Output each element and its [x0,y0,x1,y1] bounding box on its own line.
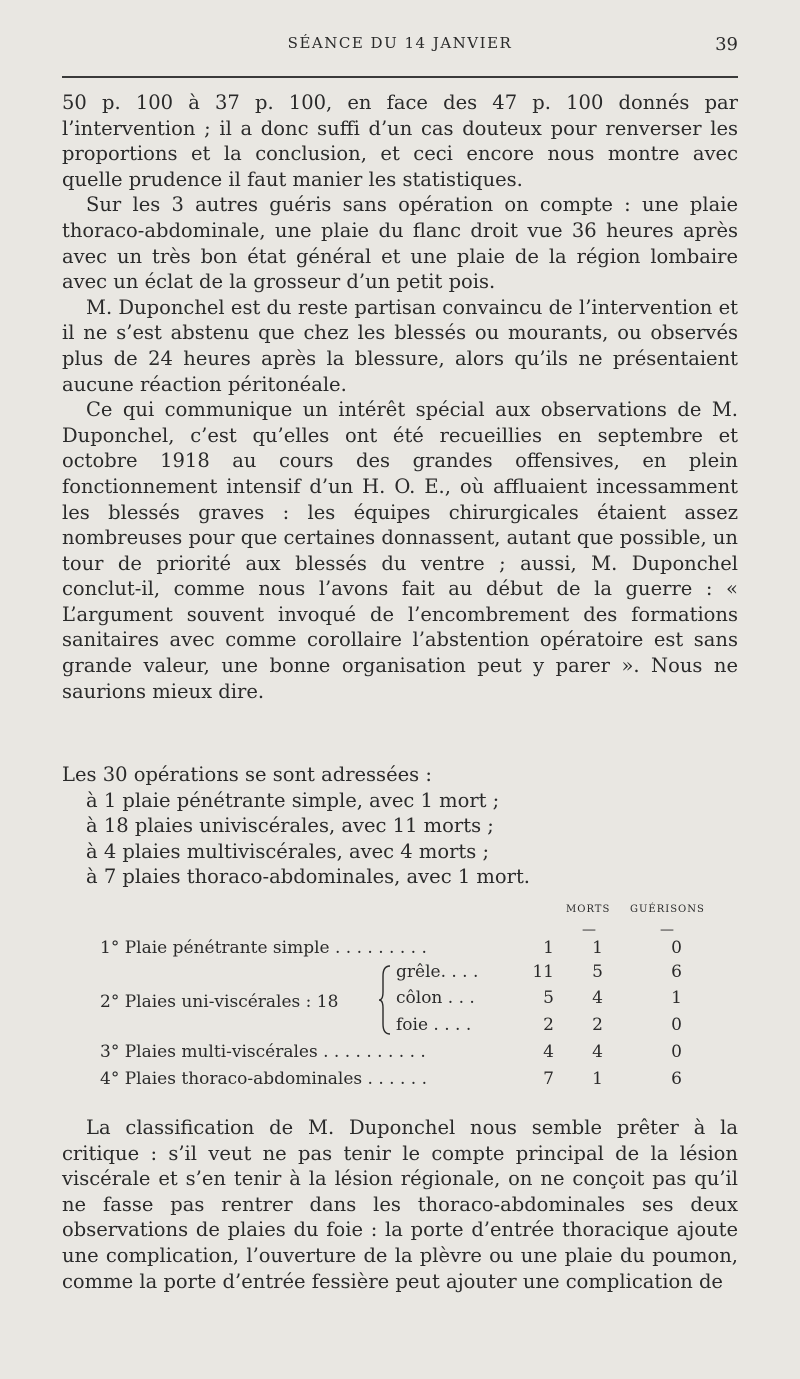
table-row [0,960,800,984]
column-dash: — [660,922,674,938]
header-rule [62,76,738,78]
row-label: 4° Plaies thoraco-abdominales . . . . . . [100,1069,427,1089]
row-guerisons: 6 [671,1069,682,1089]
column-header-morts: MORTS [566,904,611,915]
row-total: 1 [543,938,554,958]
row-guerisons: 0 [671,1015,682,1035]
row-morts: 1 [592,938,603,958]
list-item: à 1 plaie pénétrante simple, avec 1 mort ; [86,788,500,812]
row-label: grêle. . . . [396,962,479,982]
body-text-lower [62,1115,738,1294]
paragraph: La classification de M. Duponchel nous semble prêter à la critique : s’il veut ne pas tenir le compte principal de la lésion viscérale et s’en tenir à la lésion régionale, on ne conçoit pas qu’il ne fasse pas rentrer dans les thoraco-abdominales ses deux observations de plaies du foie : la porte d’entrée thoracique ajoute une complication, l’ouverture de la plèvre ou une plaie du poumon, comme la porte d’entrée fessière peut ajouter une complication de [62,1116,738,1293]
row-morts: 5 [592,962,603,982]
table-row [0,1067,800,1091]
body-text-upper [62,90,738,704]
list-intro: Les 30 opérations se sont adressées : [62,763,432,786]
group-label: 2° Plaies uni-viscérales : 18 [100,992,339,1012]
column-dash: — [582,922,596,938]
row-label: foie . . . . [396,1015,472,1035]
list-item: à 7 plaies thoraco-abdominales, avec 1 mort. [86,865,531,889]
row-morts: 1 [592,1069,603,1089]
row-guerisons: 1 [671,988,682,1008]
table-row [0,936,800,960]
row-total: 4 [543,1042,554,1062]
row-guerisons: 0 [671,938,682,958]
row-label: 3° Plaies multi-viscérales . . . . . . . . . . [100,1042,426,1062]
paragraph: 50 p. 100 à 37 p. 100, en face des 47 p. 100 donnés par l’intervention ; il a donc suffi d’un cas douteux pour renverser les proportions et la conclusion, et ceci encore nous montre avec quelle prudence il faut manier les statistiques. [62,91,738,191]
row-morts: 4 [592,988,603,1008]
row-guerisons: 0 [671,1042,682,1062]
row-total: 5 [543,988,554,1008]
table-row [0,1040,800,1064]
row-label: côlon . . . [396,988,475,1008]
page-number: 39 [715,34,738,55]
row-morts: 4 [592,1042,603,1062]
list-item: à 4 plaies multiviscérales, avec 4 morts ; [86,839,490,863]
row-total: 11 [532,962,554,982]
operations-list [62,762,706,890]
column-header-guerisons: GUÉRISONS [630,904,705,915]
page-header [62,34,738,62]
paragraph: M. Duponchel est du reste partisan convaincu de l’intervention et il ne s’est abstenu que chez les blessés ou mourants, ou observés plus de 24 heures après la blessure, alors qu’ils ne présentaient aucune réaction péritonéale. [62,295,738,396]
row-guerisons: 6 [671,962,682,982]
paragraph: Ce qui communique un intérêt spécial aux observations de M. Duponchel, c’est qu’elles ont été recueillies en septembre et octobre 1918 au cours des grandes offensives, en plein fonctionnement intensif d’un H. O. E., où affluaient incessamment les blessés graves : les équipes chirurgicales étaient assez nombreuses pour que certaines donnassent, autant que possible, un tour de priorité aux blessés du ventre ; aussi, M. Duponchel conclut-il, comme nous l’avons fait au début de la guerre : « L’argument souvent invoqué de l’encombrement des formations sanitaires avec comme corollaire l’abstention opératoire est sans grande valeur, une bonne organisation peut y parer ». Nous ne saurions mieux dire. [62,398,738,703]
table-row [0,1013,800,1037]
row-morts: 2 [592,1015,603,1035]
table-row [0,986,800,1010]
list-item: à 18 plaies univiscérales, avec 11 morts ; [86,814,494,838]
row-total: 7 [543,1069,554,1089]
running-title: SÉANCE DU 14 JANVIER [287,34,513,52]
row-label: 1° Plaie pénétrante simple . . . . . . . . . [100,938,427,958]
row-total: 2 [543,1015,554,1035]
paragraph: Sur les 3 autres guéris sans opération on compte : une plaie thoraco-abdominale, une plaie du flanc droit vue 36 heures après avec un très bon état général et une plaie de la région lombaire avec un éclat de la grosseur d’un petit pois. [62,193,738,294]
